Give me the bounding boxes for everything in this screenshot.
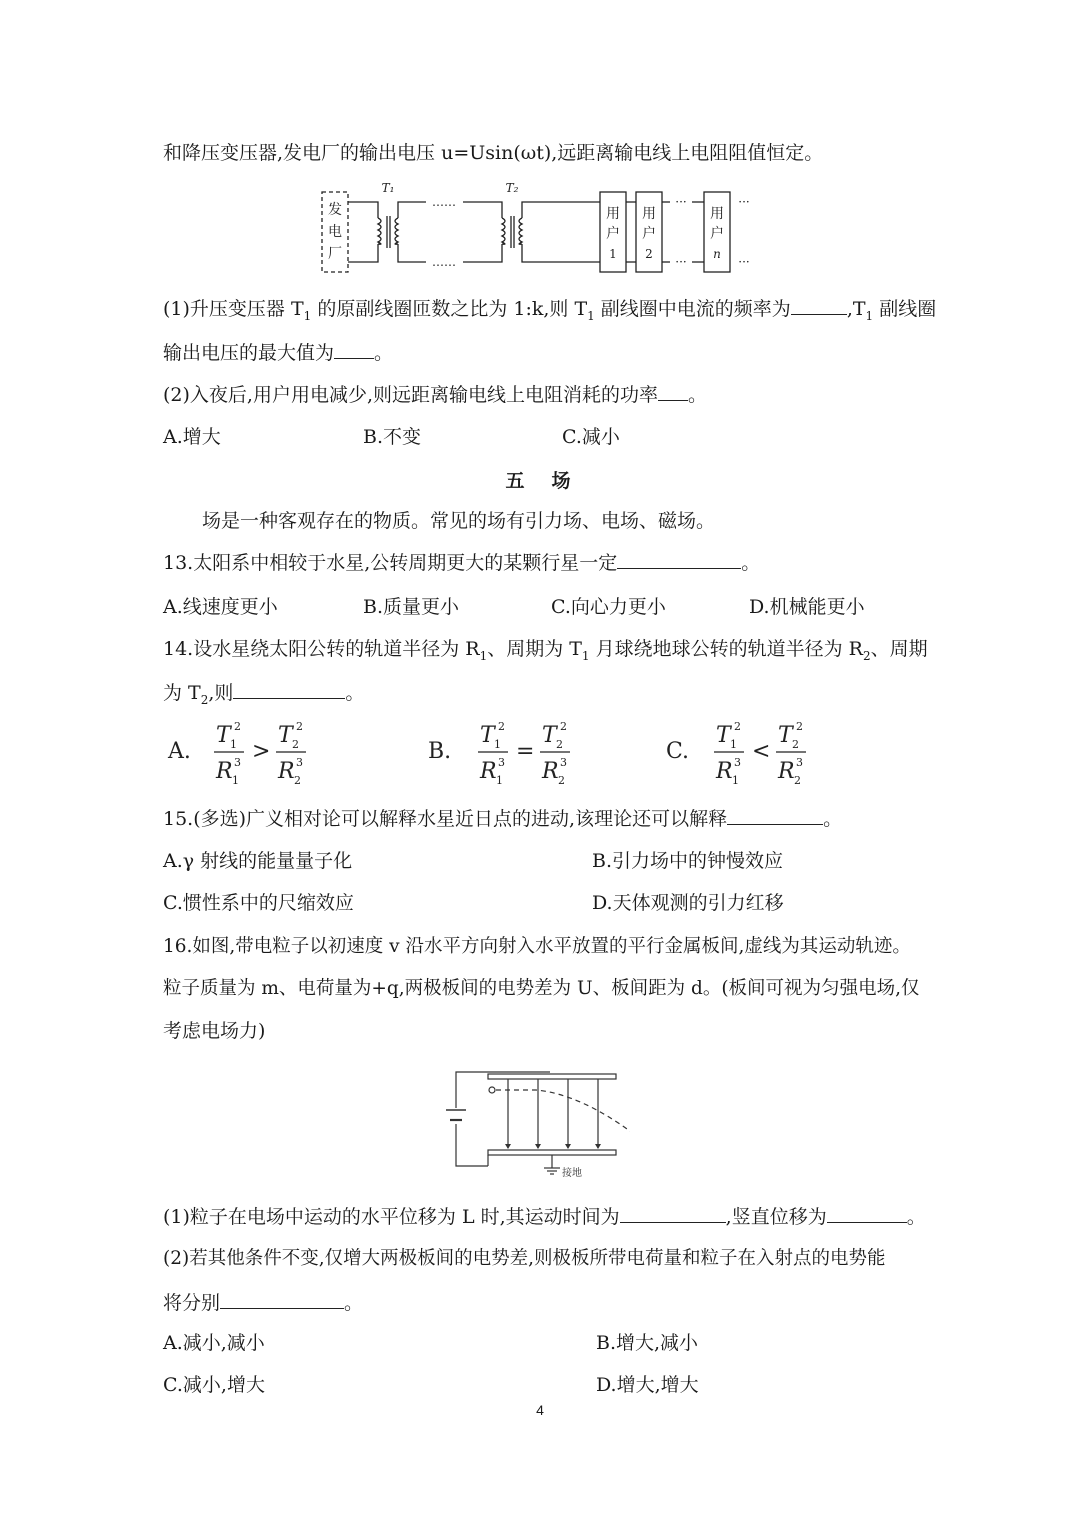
q16-option-a[interactable]: A.减小,减小 <box>163 1332 265 1354</box>
plant-char-3: 厂 <box>328 246 342 262</box>
small-dots-top-1: ··· <box>675 195 687 209</box>
svg-text:2: 2 <box>296 720 303 733</box>
q16-blank-displacement[interactable] <box>827 1204 907 1223</box>
section-intro: 场是一种客观存在的物质。常见的场有引力场、电场、磁场。 <box>202 510 716 532</box>
dots-top: …… <box>432 195 456 209</box>
svg-text:A.: A. <box>168 739 191 764</box>
usern-num: n <box>713 247 721 261</box>
svg-text:>: > <box>252 739 271 764</box>
svg-text:T: T <box>216 723 231 748</box>
svg-text:T: T <box>716 723 731 748</box>
svg-text:1: 1 <box>496 774 503 787</box>
q16-part1: (1)粒子在电场中运动的水平位移为 L 时,其运动时间为 ,竖直位移为 。 <box>163 1206 926 1228</box>
user2-char-2: 户 <box>642 226 656 242</box>
svg-text:2: 2 <box>734 720 741 733</box>
q13-question: 13.太阳系中相较于水星,公转周期更大的某颗行星一定 。 <box>163 552 761 574</box>
q15-blank[interactable] <box>727 806 823 825</box>
q12-option-c[interactable]: C.减小 <box>562 426 620 448</box>
t2-label: T₂ <box>505 181 519 195</box>
q12-option-a[interactable]: A.增大 <box>163 426 221 448</box>
q14-option-a[interactable] <box>167 720 306 787</box>
q15-question: 15.(多选)广义相对论可以解释水星近日点的进动,该理论还可以解释 。 <box>163 808 843 830</box>
svg-text:B.: B. <box>428 739 452 764</box>
svg-text:2: 2 <box>294 774 301 787</box>
q12-part1-line1: (1)升压变压器 $T_1$ 的原副线圈匝数之比为 1:k,则 $T_1$ 副线圈中电流的频率为 $,T_1$ 副线圈 <box>163 298 937 323</box>
svg-text:3: 3 <box>560 756 567 769</box>
q14-line1: 14.设水星绕太阳公转的轨道半径为 $R_1$、周期为 $T_1$ 月球绕地球公转的轨道半径为 $R_2$、周期 <box>163 638 928 663</box>
svg-text:3: 3 <box>234 756 241 769</box>
q12-blank-frequency[interactable] <box>791 296 847 315</box>
plant-char-1: 发 <box>328 202 342 218</box>
q12-part2: (2)入夜后,用户用电减少,则远距离输电线上电阻消耗的功率 。 <box>163 384 708 406</box>
svg-text:2: 2 <box>558 774 565 787</box>
svg-text:R: R <box>216 759 233 784</box>
svg-text:T: T <box>542 723 557 748</box>
q15-option-c[interactable]: C.惯性系中的尺缩效应 <box>163 892 354 914</box>
svg-text:R: R <box>542 759 559 784</box>
q13-option-b[interactable]: B.质量更小 <box>363 596 460 618</box>
svg-text:2: 2 <box>292 738 299 751</box>
svg-text:3: 3 <box>296 756 303 769</box>
svg-text:2: 2 <box>560 720 567 733</box>
user2-num: 2 <box>645 247 653 261</box>
q12-blank-power[interactable] <box>658 382 688 401</box>
svg-text:3: 3 <box>734 756 741 769</box>
q16-line2: 粒子质量为 m、电荷量为+q,两极板间的电势差为 U、板间距为 d。(板间可视为匀强电场,仅 <box>163 978 920 999</box>
svg-text:2: 2 <box>556 738 563 751</box>
q14-options <box>160 716 840 788</box>
usern-char-1: 用 <box>710 206 724 222</box>
q16-line3: 考虑电场力) <box>163 1020 266 1042</box>
page-number: 4 <box>536 1402 544 1418</box>
q12-blank-max-voltage[interactable] <box>334 340 374 359</box>
plant-char-2: 电 <box>328 224 342 240</box>
t1-label: T₁ <box>381 181 395 195</box>
q14-option-c[interactable] <box>666 720 806 787</box>
svg-text:2: 2 <box>794 774 801 787</box>
svg-text:C.: C. <box>666 739 690 764</box>
svg-text:3: 3 <box>498 756 505 769</box>
q12-option-b[interactable]: B.不变 <box>363 426 422 448</box>
user2-char-1: 用 <box>642 206 656 222</box>
q12-part1-line2: 输出电压的最大值为 。 <box>163 342 394 364</box>
svg-text:2: 2 <box>796 720 803 733</box>
svg-text:2: 2 <box>498 720 505 733</box>
q14-option-b[interactable] <box>428 720 570 787</box>
q16-line1: 16.如图,带电粒子以初速度 v 沿水平方向射入水平放置的平行金属板间,虚线为其运动轨迹。 <box>163 936 911 957</box>
svg-text:R: R <box>778 759 795 784</box>
svg-text:T: T <box>480 723 495 748</box>
transformer-diagram <box>318 180 763 280</box>
small-dots-bottom-1: ··· <box>675 255 687 269</box>
svg-text:2: 2 <box>792 738 799 751</box>
svg-text:1: 1 <box>494 738 501 751</box>
svg-text:R: R <box>716 759 733 784</box>
q13-option-a[interactable]: A.线速度更小 <box>163 596 278 618</box>
section-title: 五 场 <box>505 470 575 492</box>
svg-text:=: = <box>516 739 535 764</box>
svg-text:R: R <box>278 759 295 784</box>
small-dots-bottom-2: ··· <box>738 255 750 269</box>
q16-blank-time[interactable] <box>620 1204 726 1223</box>
q15-option-a[interactable]: A.γ 射线的能量量子化 <box>163 850 353 872</box>
q15-option-b[interactable]: B.引力场中的钟慢效应 <box>592 850 784 872</box>
svg-text:1: 1 <box>730 738 737 751</box>
q13-blank[interactable] <box>617 550 741 569</box>
user1-char-2: 户 <box>606 226 620 242</box>
q13-option-c[interactable]: C.向心力更小 <box>551 596 666 618</box>
q16-part2-line1: (2)若其他条件不变,仅增大两极板间的电势差,则极板所带电荷量和粒子在入射点的电势能 <box>163 1248 886 1269</box>
parallel-plate-diagram <box>440 1064 630 1184</box>
q16-part2-line2: 将分别 。 <box>163 1292 364 1314</box>
intro-line: 和降压变压器,发电厂的输出电压 u=Usin(ωt),远距离输电线上电阻阻值恒定。 <box>163 142 824 164</box>
svg-text:1: 1 <box>232 774 239 787</box>
svg-text:3: 3 <box>796 756 803 769</box>
svg-text:1: 1 <box>732 774 739 787</box>
q16-option-b[interactable]: B.增大,减小 <box>596 1332 699 1354</box>
usern-char-2: 户 <box>710 226 724 242</box>
q14-blank[interactable] <box>233 680 345 699</box>
svg-text:1: 1 <box>230 738 237 751</box>
q15-option-d[interactable]: D.天体观测的引力红移 <box>592 892 784 914</box>
dots-bottom: …… <box>432 255 456 269</box>
user1-char-1: 用 <box>606 206 620 222</box>
q16-option-c[interactable]: C.减小,增大 <box>163 1374 265 1396</box>
q16-option-d[interactable]: D.增大,增大 <box>596 1374 699 1396</box>
svg-text:T: T <box>278 723 293 748</box>
svg-text:T: T <box>778 723 793 748</box>
q14-line2: 为 $T_2$,则 。 <box>163 682 365 707</box>
q13-option-d[interactable]: D.机械能更小 <box>749 596 865 618</box>
svg-text:2: 2 <box>234 720 241 733</box>
ground-label: 接地 <box>562 1168 582 1179</box>
user1-num: 1 <box>609 247 617 261</box>
small-dots-top-2: ··· <box>738 195 750 209</box>
q16-blank-part2[interactable] <box>220 1290 344 1309</box>
svg-text:<: < <box>752 739 771 764</box>
svg-text:R: R <box>480 759 497 784</box>
